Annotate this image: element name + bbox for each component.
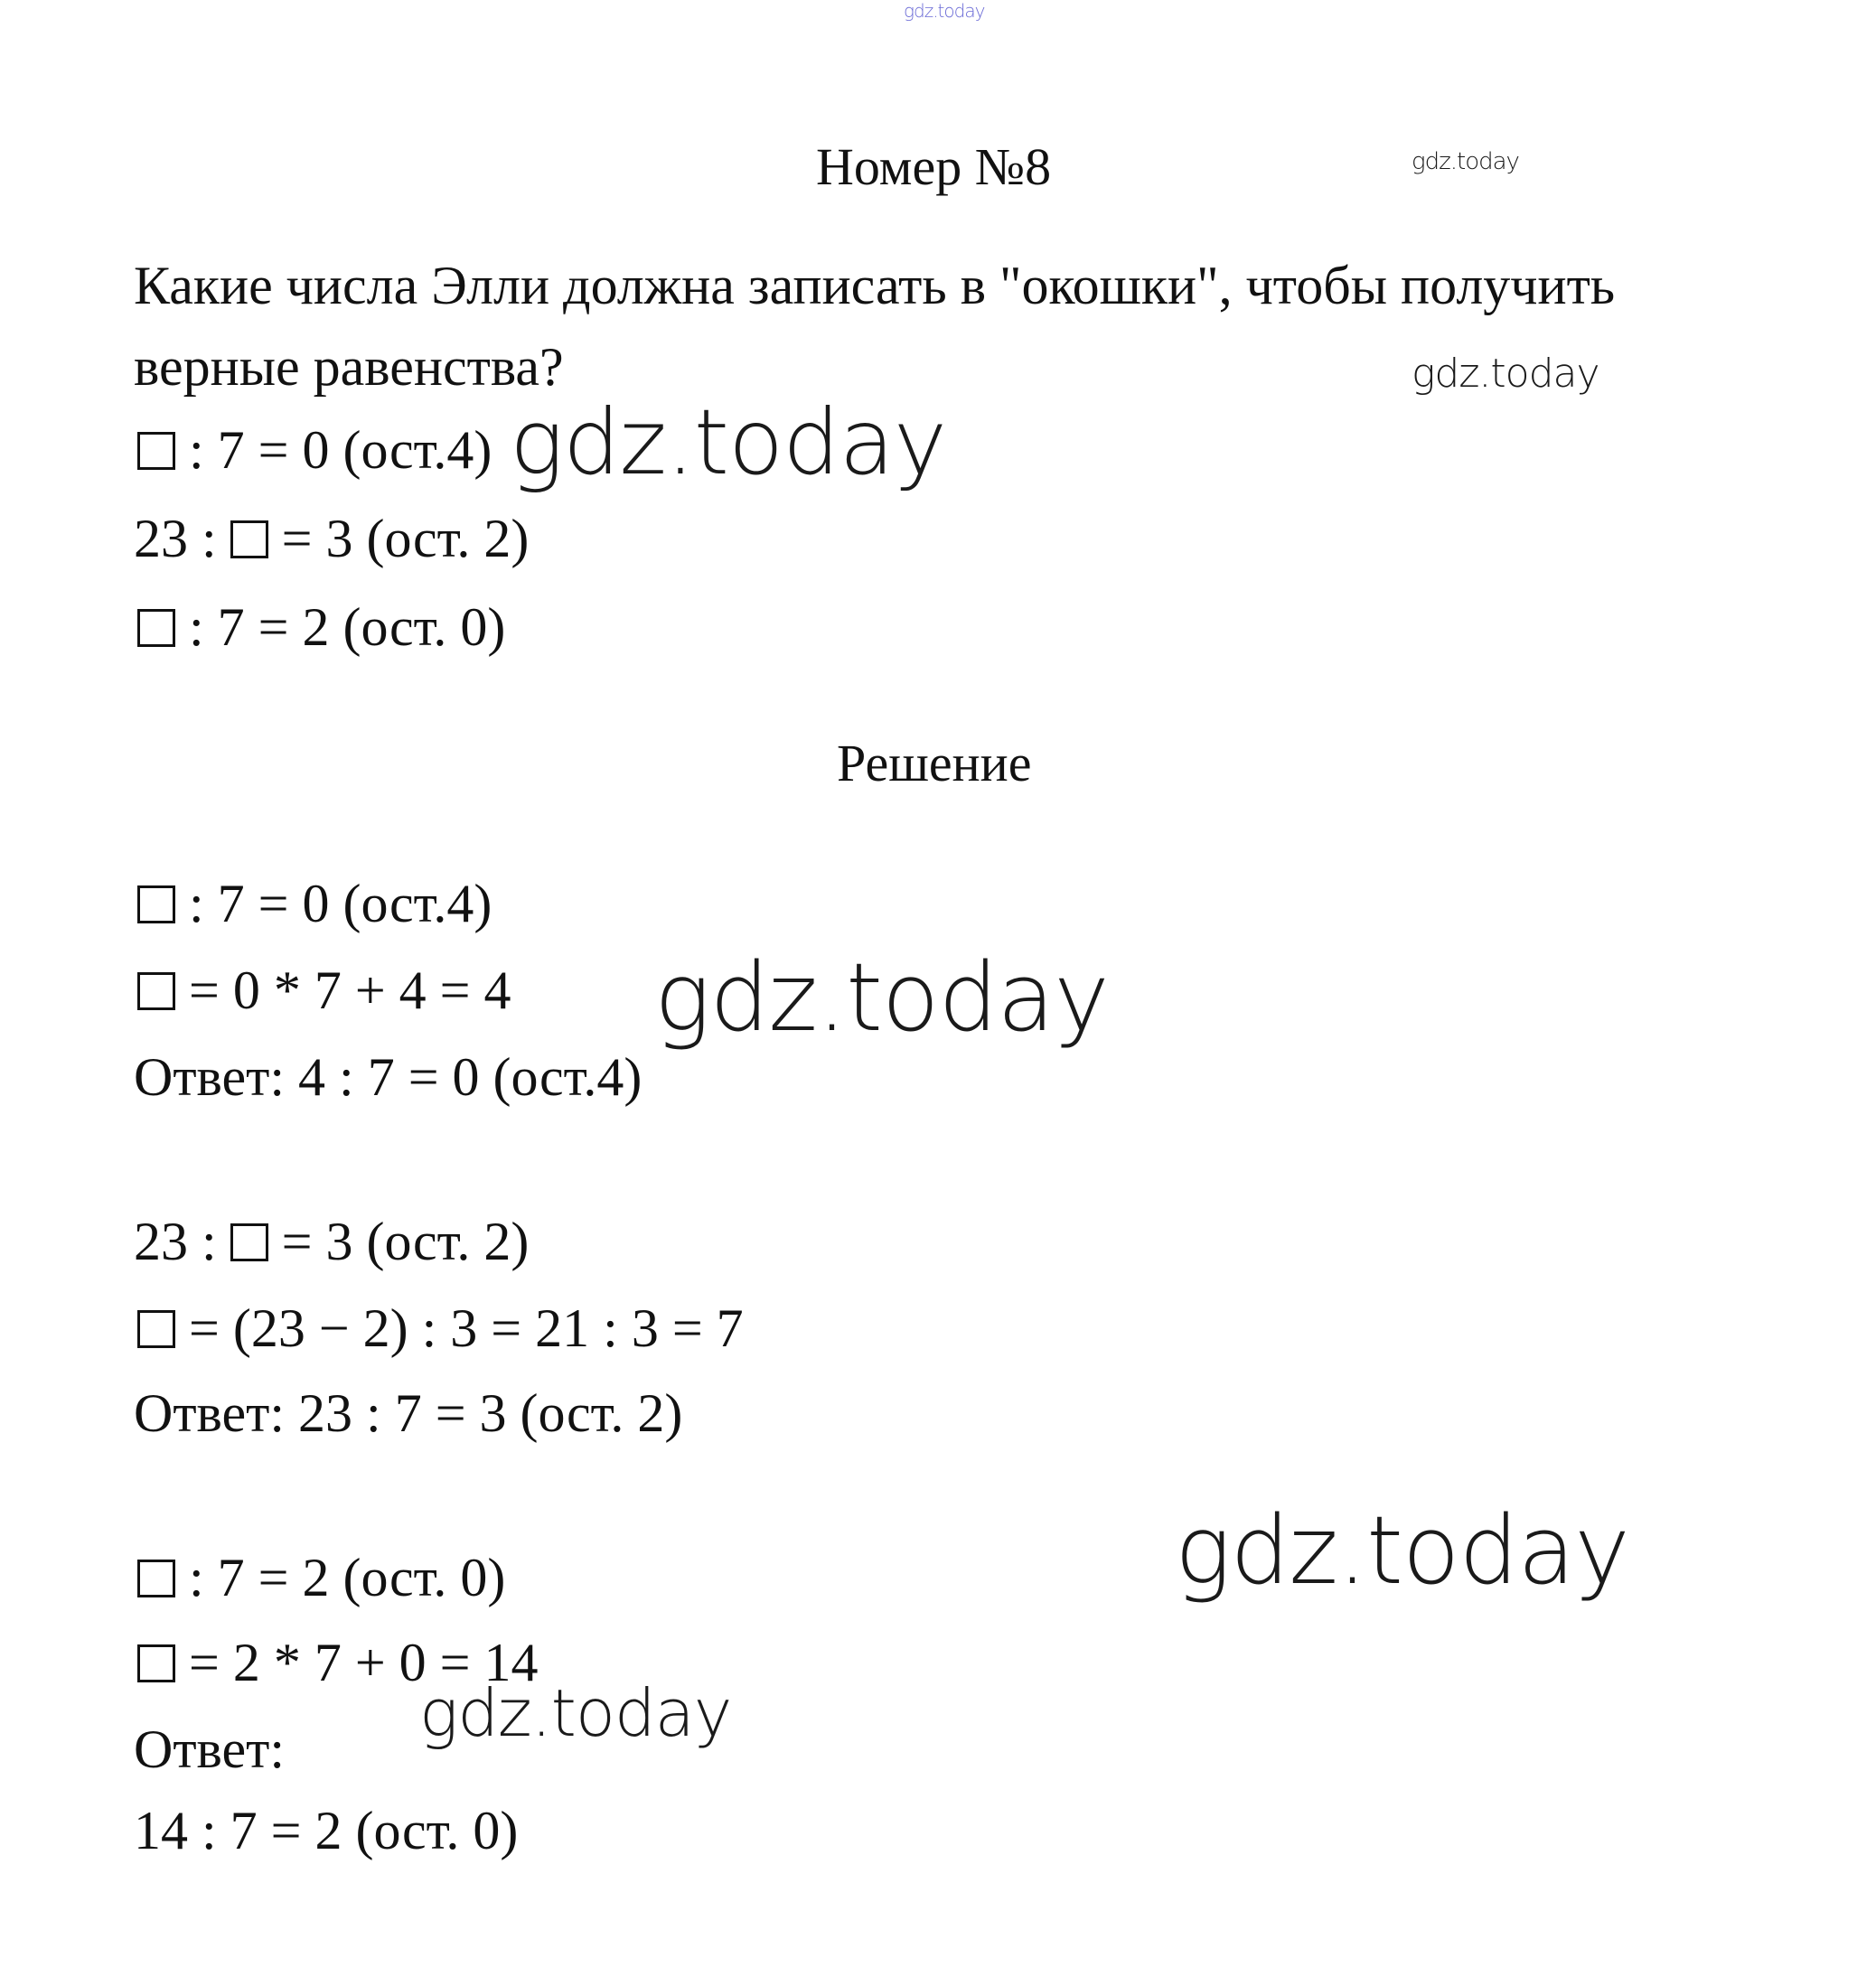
solution-1-answer: Ответ: 4 : 7 = 0 (ост.4) xyxy=(134,1047,643,1107)
solution-3-equation-text: : 7 = 2 (ост. 0) xyxy=(189,1548,506,1607)
task-equation-1 xyxy=(137,420,492,480)
answer-box xyxy=(137,972,175,1010)
solution-2-answer: Ответ: 23 : 7 = 3 (ост. 2) xyxy=(134,1383,683,1443)
question-line-2: верные равенства? xyxy=(134,337,564,397)
watermark: gdz.today xyxy=(510,389,947,495)
answer-box xyxy=(137,1644,175,1682)
task-equation-1-text: : 7 = 0 (ост.4) xyxy=(189,420,492,480)
task-equation-3-text: : 7 = 2 (ост. 0) xyxy=(189,597,506,657)
solution-3-answer-label: Ответ: xyxy=(134,1719,286,1779)
watermark: gdz.today xyxy=(654,942,1109,1053)
answer-box xyxy=(230,520,268,558)
answer-box xyxy=(137,885,175,923)
solution-3-answer: 14 : 7 = 2 (ост. 0) xyxy=(134,1801,519,1860)
solution-1-equation xyxy=(137,876,492,931)
task-equation-3 xyxy=(137,597,506,657)
solution-2-calculation xyxy=(137,1298,744,1358)
solution-2-equation-suffix: = 3 (ост. 2) xyxy=(281,1212,530,1271)
task-equation-2 xyxy=(134,511,529,566)
watermark: gdz.today xyxy=(1175,1495,1629,1606)
solution-1-calculation-text: = 0 * 7 + 4 = 4 xyxy=(189,960,511,1020)
solution-2-equation-prefix: 23 : xyxy=(134,1212,217,1271)
solution-3-calculation-text: = 2 * 7 + 0 = 14 xyxy=(189,1633,539,1692)
solution-3-equation xyxy=(137,1550,505,1605)
solution-2-calculation-text: = (23 − 2) : 3 = 21 : 3 = 7 xyxy=(189,1298,744,1358)
solution-1-calculation xyxy=(137,960,511,1020)
solution-2-equation xyxy=(134,1214,529,1269)
header-watermark: gdz.today xyxy=(904,0,985,22)
task-equation-2-prefix: 23 : xyxy=(134,509,217,568)
task-equation-2-suffix: = 3 (ост. 2) xyxy=(281,509,530,568)
answer-box xyxy=(137,609,175,647)
watermark: gdz.today xyxy=(1412,148,1519,175)
answer-box xyxy=(137,432,175,470)
solution-1-equation-text: : 7 = 0 (ост.4) xyxy=(189,874,492,933)
answer-box xyxy=(137,1560,175,1597)
answer-box xyxy=(137,1310,175,1348)
watermark: gdz.today xyxy=(1412,351,1599,397)
answer-box xyxy=(230,1223,268,1261)
solution-heading: Решение xyxy=(837,734,1032,792)
question-line-1: Какие числа Элли должна записать в "окошки", чтобы получить xyxy=(134,256,1616,315)
watermark: gdz.today xyxy=(419,1675,732,1751)
page-title: Номер №8 xyxy=(816,137,1052,196)
